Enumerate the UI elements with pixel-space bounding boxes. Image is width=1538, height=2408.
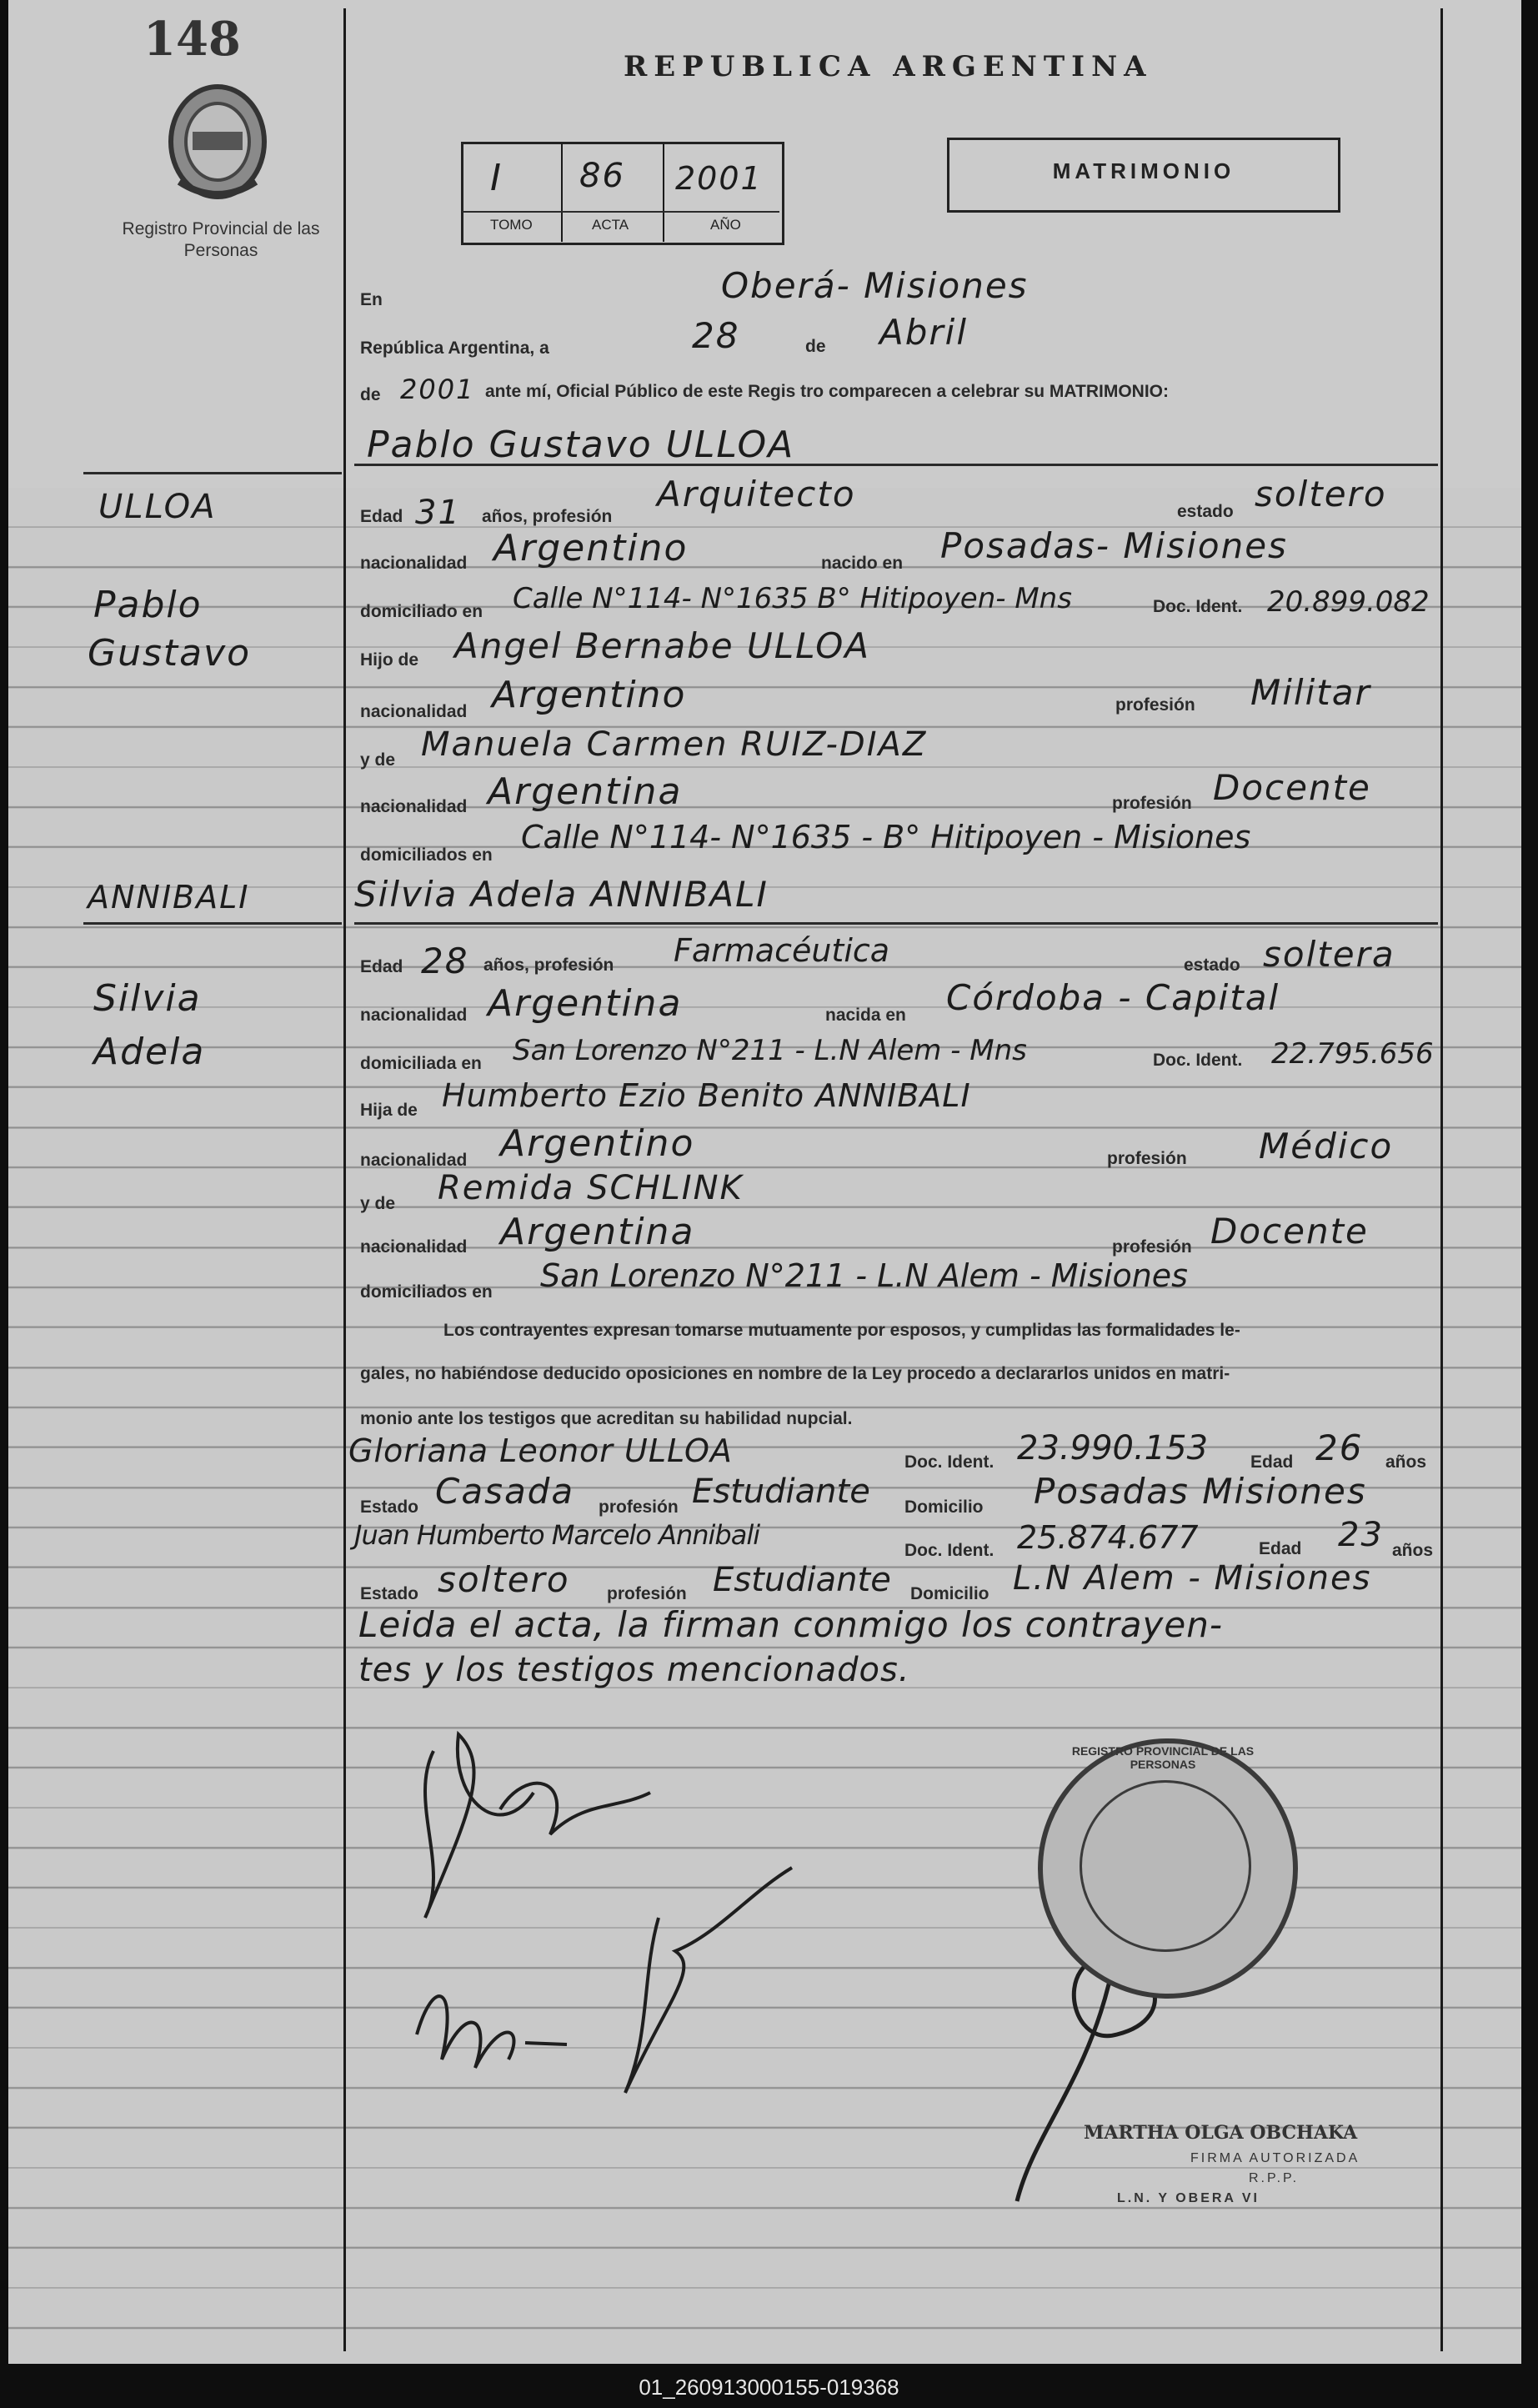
official-location: L.N. Y OBERA VI — [1117, 2191, 1260, 2205]
bride-estado-label: estado — [1184, 956, 1240, 975]
de-label-2: de — [360, 385, 381, 404]
official-name: MARTHA OLGA OBCHAKA — [1084, 2122, 1358, 2144]
witness2-doc-label: Doc. Ident. — [904, 1541, 994, 1560]
bride-father-prof-label: profesión — [1107, 1149, 1187, 1168]
groom-edad-label: Edad — [360, 507, 403, 526]
witness2-age: 23 — [1338, 1516, 1384, 1554]
groom-yde-label: y de — [360, 750, 396, 770]
coat-of-arms-icon — [163, 82, 273, 205]
bride-estado: soltera — [1263, 934, 1395, 975]
place: Oberá- Misiones — [721, 265, 1029, 306]
witness2-doc: 25.874.677 — [1017, 1519, 1199, 1556]
witness1-profession: Estudiante — [692, 1472, 870, 1511]
bride-father-nac-label: nacionalidad — [360, 1151, 468, 1170]
bride-divider — [354, 922, 1438, 925]
closing-line-2: tes y los testigos mencionados. — [358, 1651, 910, 1689]
bride-parents-address: San Lorenzo N°211 - L.N Alem - Misiones — [540, 1257, 1188, 1294]
witness1-edad-label: Edad — [1250, 1452, 1294, 1472]
tomo-value: I — [490, 157, 503, 199]
groom-doc: 20.899.082 — [1267, 585, 1430, 619]
groom-mother-prof-label: profesión — [1112, 794, 1192, 813]
bride-nacida-label: nacida en — [825, 1006, 906, 1025]
groom-signature — [425, 1734, 650, 1918]
bride-margin-first1: Silvia — [93, 977, 202, 1020]
bride-anos-profesion-label: años, profesión — [483, 956, 614, 975]
bride-mother-profession: Docente — [1210, 1211, 1369, 1252]
seal-text: REGISTRO PROVINCIAL DE LAS PERSONAS — [1071, 1744, 1255, 1771]
bride-yde-label: y de — [360, 1194, 396, 1213]
groom-estado-label: estado — [1177, 502, 1234, 521]
bride-hija-label: Hija de — [360, 1101, 418, 1120]
witness1-doc-label: Doc. Ident. — [904, 1452, 994, 1472]
witness1-doc: 23.990.153 — [1017, 1429, 1209, 1467]
en-label: En — [360, 290, 383, 309]
bride-doc-label: Doc. Ident. — [1153, 1051, 1243, 1070]
groom-nationality: Argentino — [493, 527, 689, 569]
month: Abril — [879, 312, 968, 353]
closing-line-1: Leida el acta, la firman conmigo los contrayen- — [358, 1604, 1223, 1645]
bride-domicilio-label: domiciliada en — [360, 1054, 482, 1073]
witness2-anos-label: años — [1392, 1541, 1434, 1560]
declaration-line-3: monio ante los testigos que acreditan su habilidad nupcial. — [360, 1409, 853, 1428]
registry-seal-inner — [1080, 1780, 1251, 1952]
groom-age: 31 — [415, 494, 461, 532]
witness2-dom-label: Domicilio — [910, 1584, 989, 1603]
margin-divider-2 — [83, 922, 342, 925]
witness-signature — [625, 1868, 792, 2093]
bride-parents-dom-label: domiciliados en — [360, 1282, 493, 1302]
bride-mother-nationality: Argentina — [500, 1211, 695, 1253]
year: 2001 — [400, 374, 475, 405]
groom-father: Angel Bernabe ULLOA — [454, 625, 871, 666]
tomo-label: TOMO — [490, 217, 533, 233]
official-org: R.P.P. — [1249, 2171, 1300, 2185]
bride-full-name: Silvia Adela ANNIBALI — [354, 874, 769, 915]
groom-mother-nationality: Argentina — [488, 770, 683, 813]
bride-father-profession: Médico — [1259, 1126, 1394, 1166]
bride-doc: 22.795.656 — [1271, 1037, 1434, 1071]
groom-margin-first1: Pablo — [93, 584, 203, 626]
witness1-dom-label: Domicilio — [904, 1497, 984, 1517]
ano-value: 2001 — [675, 160, 763, 197]
witness2-prof-label: profesión — [607, 1584, 687, 1603]
groom-father-profession: Militar — [1250, 672, 1371, 713]
groom-parents-address: Calle N°114- N°1635 - B° Hitipoyen - Misiones — [521, 819, 1251, 855]
witness1-prof-label: profesión — [599, 1497, 679, 1517]
witness1-name: Gloriana Leonor ULLOA — [348, 1432, 733, 1469]
groom-full-name: Pablo Gustavo ULLOA — [367, 424, 795, 466]
groom-mother-profession: Docente — [1213, 767, 1371, 808]
groom-anos-profesion-label: años, profesión — [482, 507, 613, 526]
groom-parents-dom-label: domiciliados en — [360, 845, 493, 865]
groom-margin-first2: Gustavo — [88, 632, 252, 675]
box-divider-1 — [561, 143, 563, 242]
bride-father-nationality: Argentino — [500, 1122, 695, 1165]
witness2-profession: Estudiante — [713, 1561, 891, 1599]
left-frame-line — [343, 8, 346, 2351]
bride-nationality: Argentina — [488, 982, 683, 1025]
acta-label: ACTA — [592, 217, 629, 233]
witness1-estado-label: Estado — [360, 1497, 419, 1517]
record-type: MATRIMONIO — [1052, 158, 1235, 183]
bride-edad-label: Edad — [360, 957, 403, 976]
day: 28 — [692, 315, 740, 356]
margin-divider-1 — [83, 472, 342, 474]
intro-statement: ante mí, Oficial Público de este Regis tro comparecen a celebrar su MATRIMONIO: — [485, 382, 1169, 401]
right-frame-line — [1440, 8, 1443, 2351]
box-label-divider — [463, 211, 779, 213]
witness2-estado: soltero — [438, 1559, 570, 1600]
republic-label: República Argentina, a — [360, 339, 549, 358]
groom-nacionalidad-label: nacionalidad — [360, 554, 468, 573]
groom-profession: Arquitecto — [657, 474, 856, 514]
witness2-domicile: L.N Alem - Misiones — [1013, 1559, 1372, 1598]
declaration-line-1: Los contrayentes expresan tomarse mutuamente por esposos, y cumplidas las formalidades le- — [443, 1321, 1240, 1340]
official-title: FIRMA AUTORIZADA — [1190, 2151, 1360, 2165]
declaration-line-2: gales, no habiéndose deducido oposiciones en nombre de la Ley procedo a declararlos unidos en matri- — [360, 1364, 1230, 1383]
groom-hijo-label: Hijo de — [360, 650, 419, 670]
image-identifier: 01_260913000155-019368 — [639, 2375, 899, 2400]
bride-mother-nac-label: nacionalidad — [360, 1237, 468, 1257]
bride-profession: Farmacéutica — [674, 932, 890, 969]
groom-father-nationality: Argentino — [492, 674, 687, 716]
groom-nacido-label: nacido en — [821, 554, 904, 573]
registry-name: Registro Provincial de las Personas — [122, 219, 320, 260]
bride-mother: Remida SCHLINK — [438, 1169, 744, 1207]
witness1-anos-label: años — [1385, 1452, 1427, 1472]
groom-doc-label: Doc. Ident. — [1153, 597, 1243, 616]
country-title: REPUBLICA ARGENTINA — [624, 50, 1153, 83]
ano-label: AÑO — [710, 217, 741, 233]
bride-signature — [417, 1996, 567, 2068]
bride-birthplace: Córdoba - Capital — [946, 977, 1280, 1018]
bride-age: 28 — [421, 941, 469, 981]
bride-mother-prof-label: profesión — [1112, 1237, 1192, 1257]
witness1-estado: Casada — [435, 1471, 575, 1512]
witness2-name: Juan Humberto Marcelo Annibali — [354, 1519, 760, 1551]
acta-value: 86 — [579, 157, 625, 195]
groom-margin-surname: ULLOA — [98, 488, 217, 526]
groom-mother-nac-label: nacionalidad — [360, 797, 468, 816]
groom-estado: soltero — [1255, 474, 1387, 514]
bride-nacionalidad-label: nacionalidad — [360, 1006, 468, 1025]
page-number: 148 — [143, 12, 241, 67]
witness1-age: 26 — [1315, 1427, 1364, 1468]
groom-father-nac-label: nacionalidad — [360, 702, 468, 721]
groom-address: Calle N°114- N°1635 B° Hitipoyen- Mns — [513, 582, 1072, 615]
groom-birthplace: Posadas- Misiones — [940, 525, 1288, 566]
groom-father-prof-label: profesión — [1115, 695, 1195, 715]
witness1-domicile: Posadas Misiones — [1034, 1471, 1367, 1512]
groom-domicilio-label: domiciliado en — [360, 602, 483, 621]
box-divider-2 — [663, 143, 664, 242]
bride-address: San Lorenzo N°211 - L.N Alem - Mns — [513, 1034, 1027, 1067]
bride-margin-first2: Adela — [93, 1031, 206, 1073]
witness2-edad-label: Edad — [1259, 1539, 1302, 1558]
witness2-estado-label: Estado — [360, 1584, 419, 1603]
de-label: de — [805, 337, 826, 356]
groom-mother: Manuela Carmen RUIZ-DIAZ — [421, 725, 928, 764]
bride-margin-surname: ANNIBALI — [88, 879, 250, 916]
bride-father: Humberto Ezio Benito ANNIBALI — [442, 1077, 971, 1114]
